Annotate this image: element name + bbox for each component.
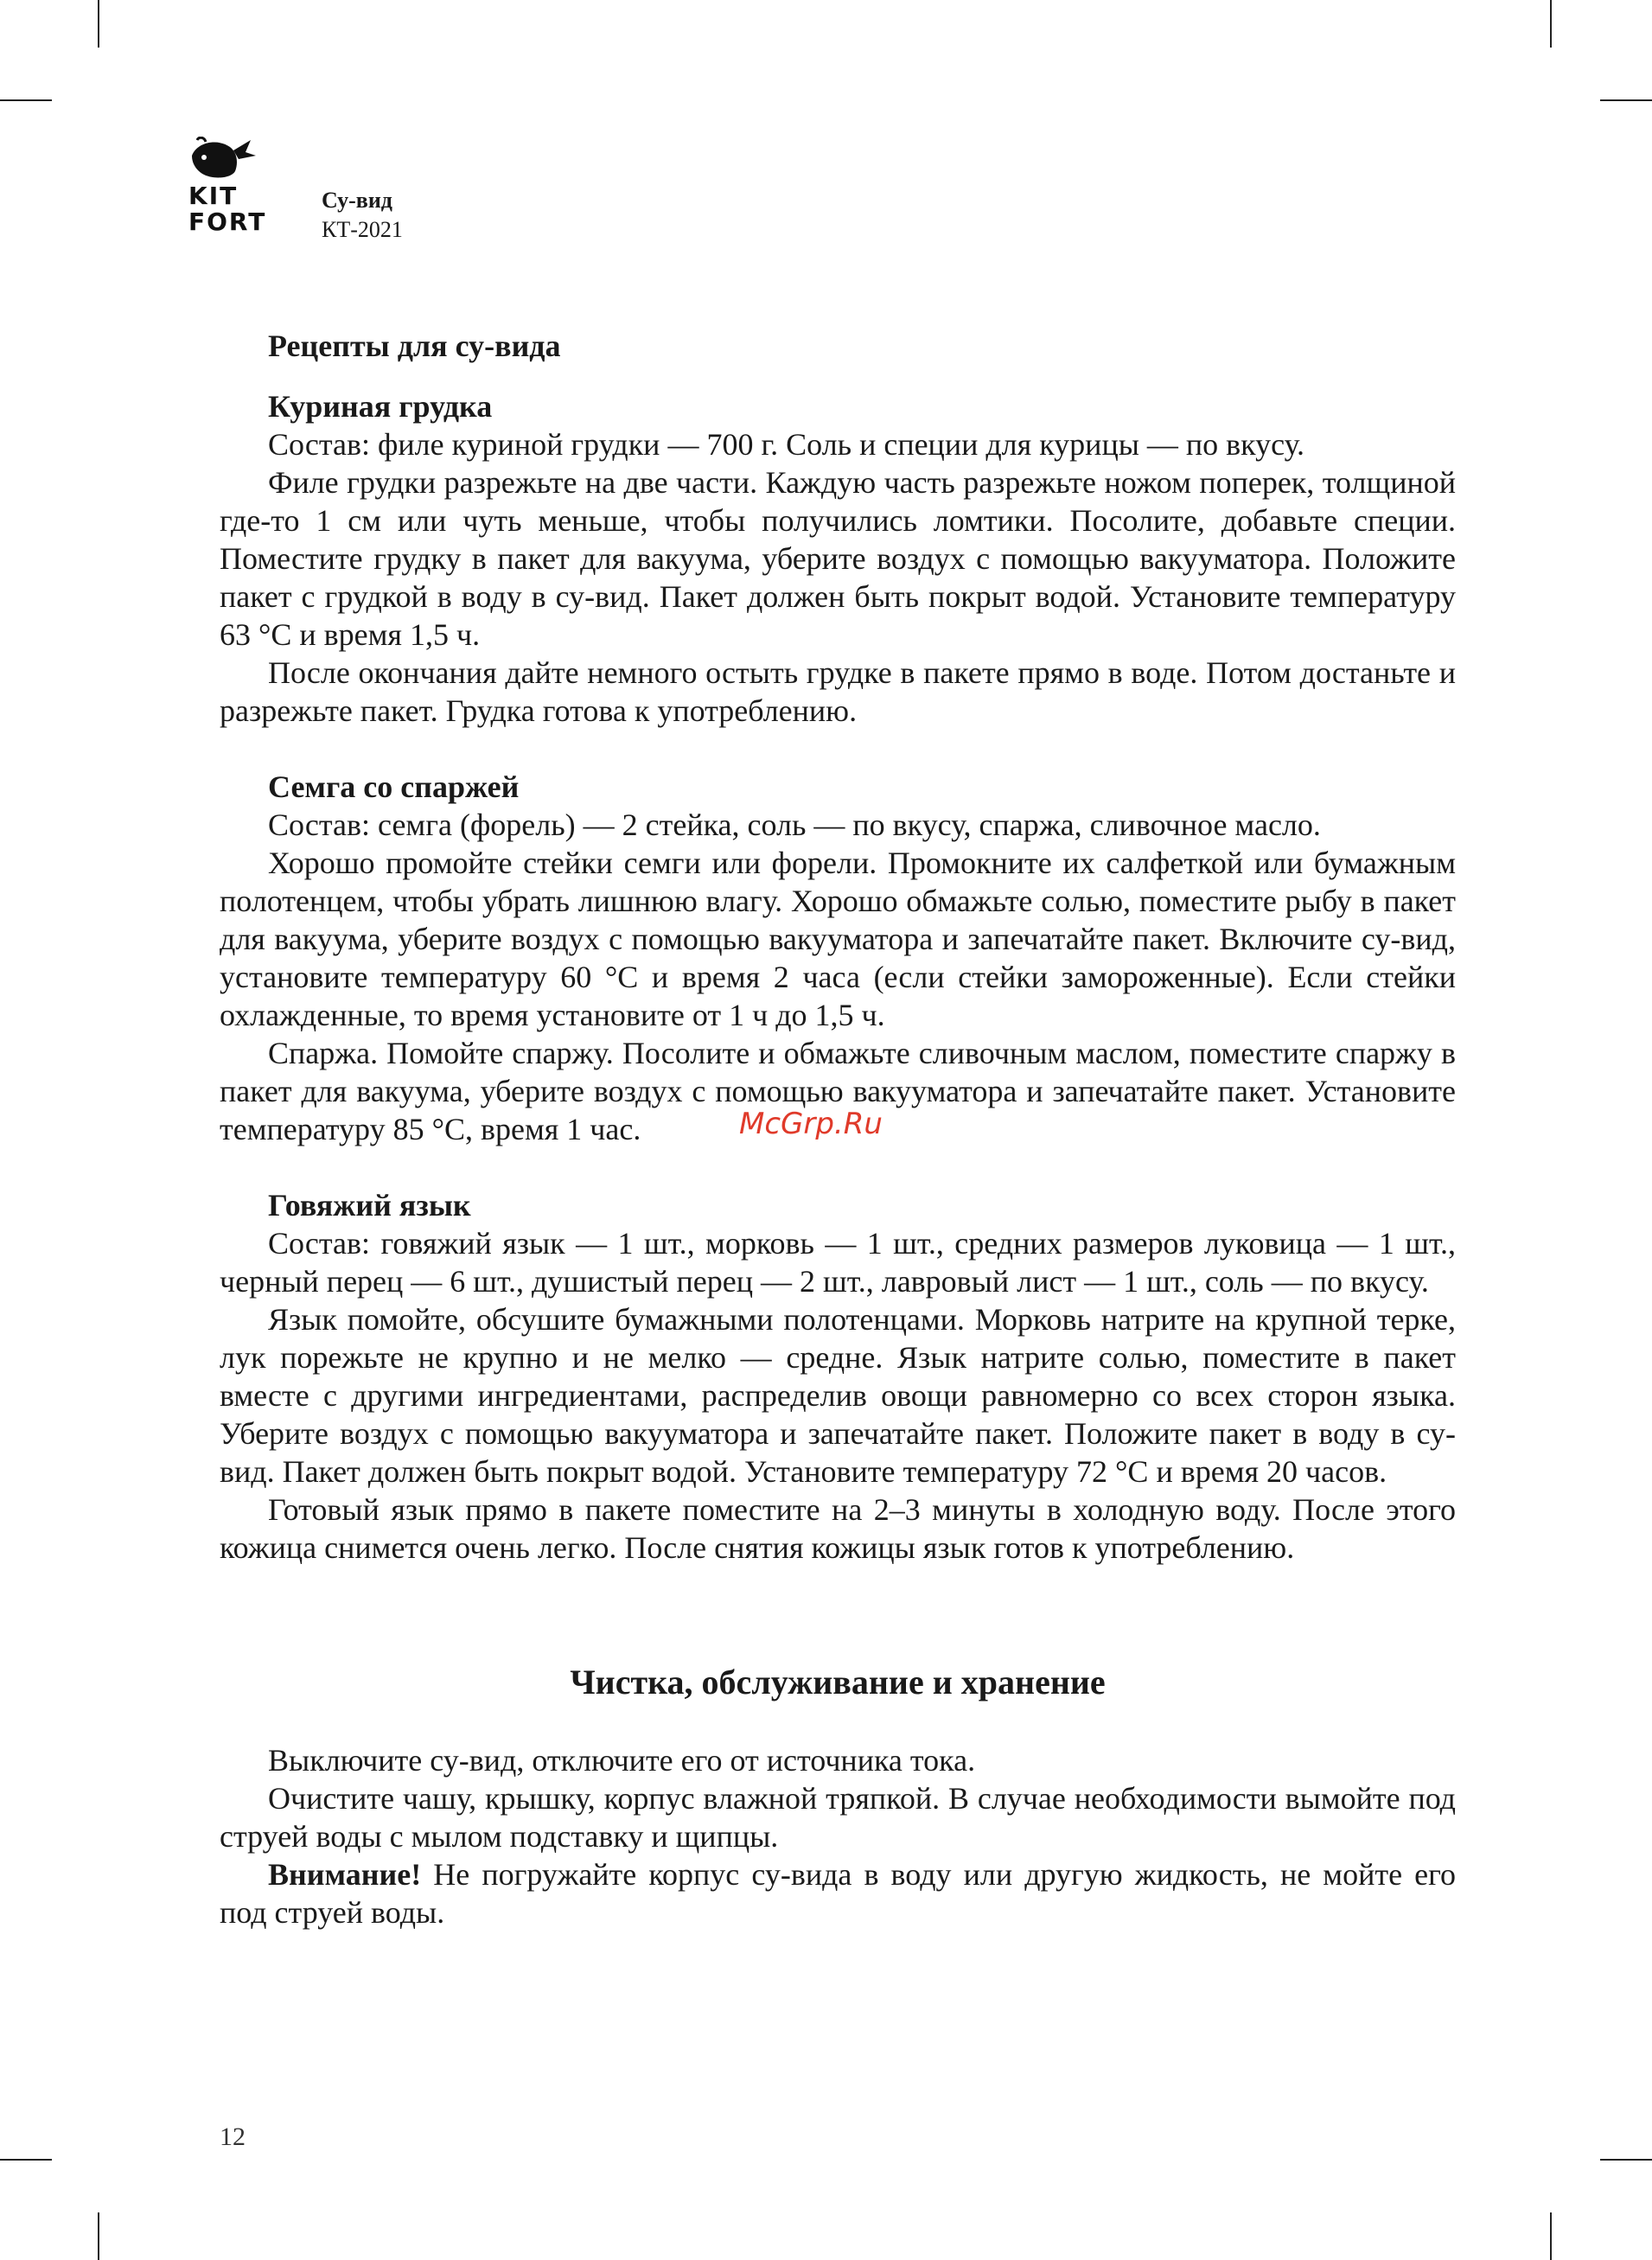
recipe-title-chicken: Куриная грудка — [268, 389, 493, 424]
crop-mark — [98, 0, 99, 48]
brand-line-2: FORT — [188, 207, 267, 236]
warning-text: Не погружайте корпус су-вида в воду или другую жидкость, не мойте его под струей воды. — [220, 1857, 1456, 1930]
recipe-title-tongue: Говяжий язык — [268, 1188, 471, 1223]
paragraph: Спаржа. Помойте спаржу. Посолите и обмажьте сливочным маслом, поместите спаржу в пакет для вакуума, уберите воздух с помощью вакууматора и запечатайте пакет. Установите температуру 85 °С, время 1 час. — [220, 1036, 1456, 1146]
product-model: КТ-2021 — [322, 217, 403, 242]
paragraph: Состав: говяжий язык — 1 шт., морковь — 1 шт., средних размеров луковица — 1 шт., черный перец — 6 шт., душистый перец — 2 шт., лавровый лист — 1 шт., соль — по вкусу. — [220, 1226, 1456, 1299]
crop-mark — [1600, 2159, 1652, 2161]
crop-mark — [1550, 2212, 1552, 2260]
paragraph: Очистите чашу, крышку, корпус влажной тряпкой. В случае необходимости вымойте под струей воды с мылом подставку и щипцы. — [220, 1781, 1456, 1854]
paragraph: Состав: семга (форель) — 2 стейка, соль — по вкусу, спаржа, сливочное масло. — [268, 808, 1321, 842]
recipe-title-salmon: Семга со спаржей — [268, 769, 520, 804]
paragraph: Хорошо промойте стейки семги или форели. Промокните их салфеткой или бумажным полотенцем, чтобы убрать лишнюю влагу. Хорошо обмажьте солью, поместите рыбу в пакет для вакуума, уберите воздух с помощью вакууматора и запечатайте пакет. Включите су-вид, установите температуру 60 °С и время 2 часа (если стейки замороженные). Если стейки охлажденные, то время установите от 1 ч до 1,5 ч. — [220, 846, 1456, 1032]
warning-label: Внимание! — [268, 1857, 422, 1892]
paragraph: Язык помойте, обсушите бумажными полотенцами. Морковь натрите на крупной терке, лук порежьте не крупно и не мелко — средне. Язык натрите солью, поместите в пакет вместе с другими ингредиентами, распределив овощи равномерно со всех сторон языка. Уберите воздух с помощью вакууматора и запечатайте пакет. Положите пакет в воду в су-вид. Пакет должен быть покрыт водой. Установите температуру 72 °С и время 20 часов. — [220, 1302, 1456, 1489]
paragraph: После окончания дайте немного остыть грудке в пакете прямо в воде. Потом достаньте и разрежьте пакет. Грудка готова к употреблению. — [220, 655, 1456, 728]
crop-mark — [1600, 99, 1652, 101]
whale-icon — [188, 137, 258, 180]
page-number: 12 — [220, 2123, 246, 2151]
brand-line-1: KIT — [188, 182, 239, 210]
crop-mark — [98, 2212, 99, 2260]
crop-mark — [0, 99, 52, 101]
paragraph: Готовый язык прямо в пакете поместите на 2–3 минуты в холодную воду. После этого кожица снимется очень легко. После снятия кожицы язык готов к употреблению. — [220, 1492, 1456, 1565]
watermark: McGrp.Ru — [739, 1107, 883, 1141]
paragraph: Филе грудки разрежьте на две части. Каждую часть разрежьте ножом поперек, толщиной где-то 1 см или чуть меньше, чтобы получились ломтики. Посолите, добавьте специи. Поместите грудку в пакет для вакуума, уберите воздух с помощью вакууматора. Положите пакет с грудкой в воду в су-вид. Пакет должен быть покрыт водой. Установите температуру 63 °С и время 1,5 ч. — [220, 465, 1456, 652]
section-title: Рецепты для су-вида — [268, 329, 561, 363]
warning-paragraph — [220, 1855, 1456, 1931]
product-header — [322, 186, 403, 245]
product-name: Су-вид — [322, 188, 392, 213]
crop-mark — [1550, 0, 1552, 48]
crop-mark — [0, 2159, 52, 2161]
paragraph: Выключите су-вид, отключите его от источника тока. — [268, 1743, 976, 1778]
cleaning-heading: Чистка, обслуживание и хранение — [570, 1663, 1106, 1701]
brand-logo — [188, 137, 301, 235]
paragraph: Состав: филе куриной грудки — 700 г. Соль и специи для курицы — по вкусу. — [268, 427, 1305, 462]
